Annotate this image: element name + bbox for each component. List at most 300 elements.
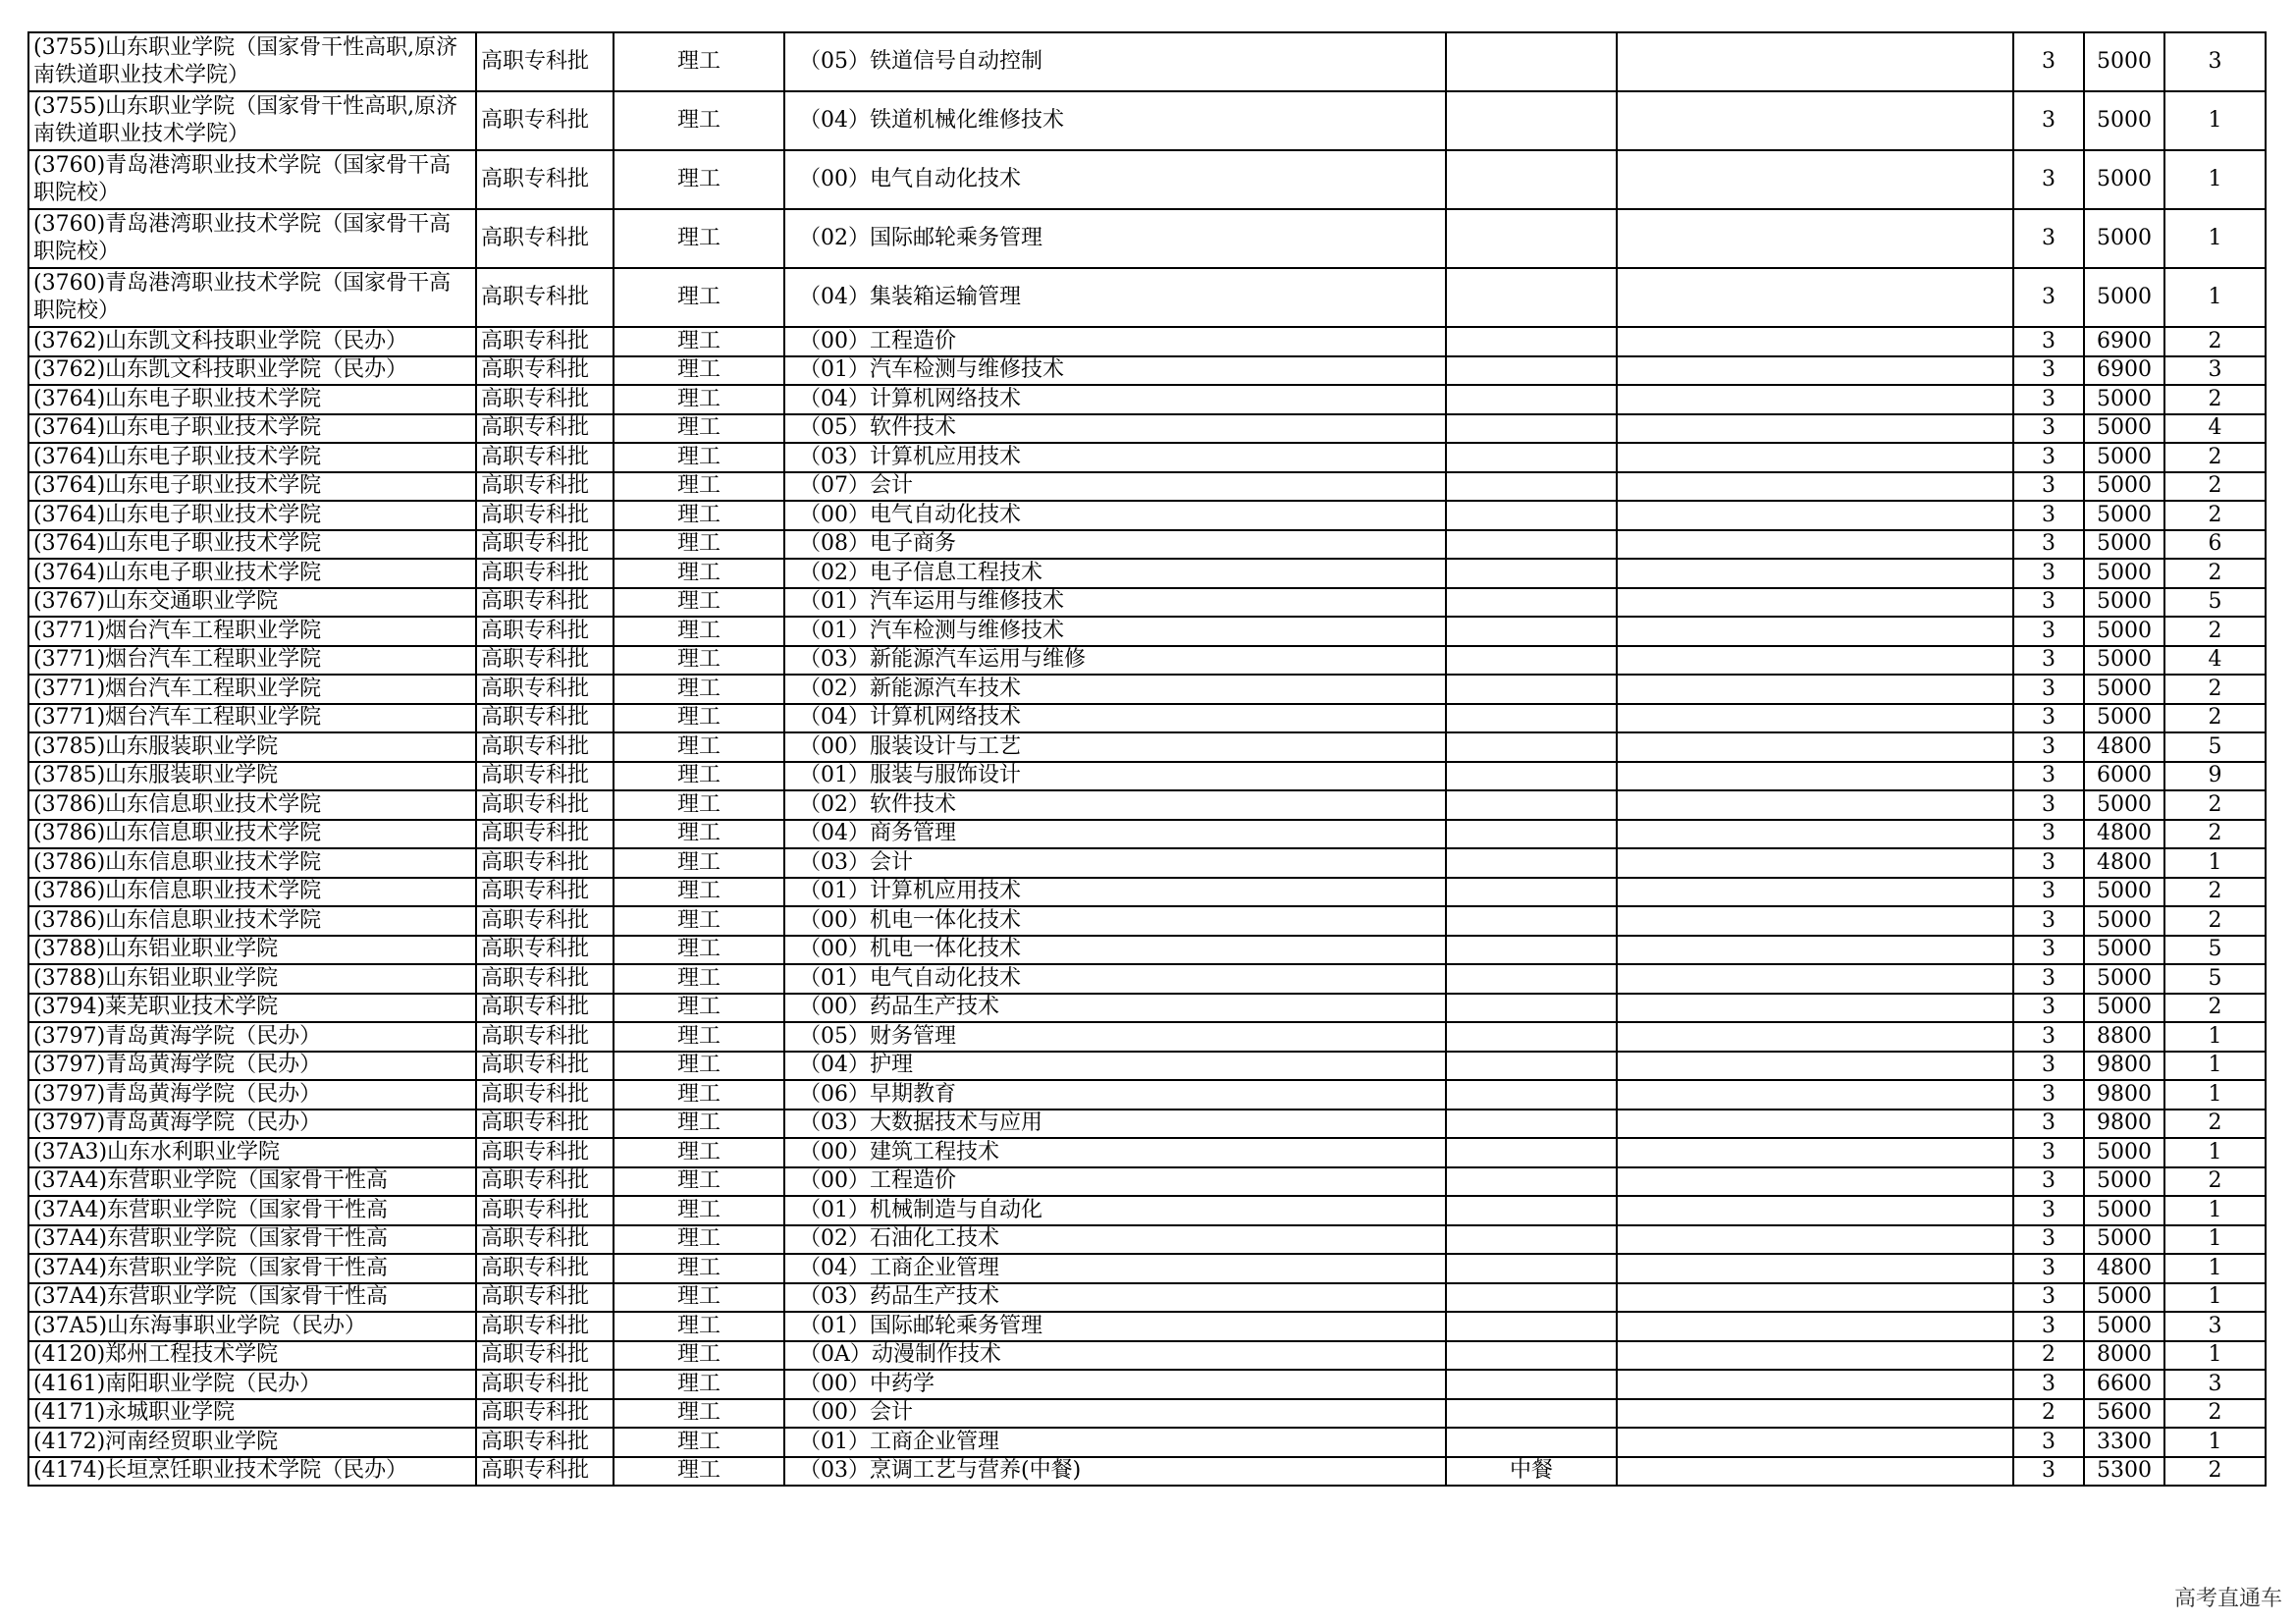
- tuition-cell: 5000: [2084, 1283, 2164, 1313]
- remark-cell: [1617, 675, 2013, 704]
- quota-cell: 2: [2164, 559, 2266, 588]
- years-cell: 3: [2013, 559, 2084, 588]
- quota-cell: 5: [2164, 964, 2266, 994]
- batch-cell: 高职专科批: [476, 675, 614, 704]
- tuition-cell: 3300: [2084, 1428, 2164, 1457]
- note-cell: [1446, 964, 1617, 994]
- school-cell: (3797)青岛黄海学院（民办）: [28, 1080, 476, 1110]
- table-row: [28, 1457, 2266, 1487]
- batch-cell: 高职专科批: [476, 1283, 614, 1313]
- note-cell: [1446, 1254, 1617, 1283]
- school-cell: (4174)长垣烹饪职业技术学院（民办）: [28, 1457, 476, 1487]
- major-cell: （04）护理: [784, 1052, 1446, 1081]
- batch-cell: 高职专科批: [476, 704, 614, 733]
- note-cell: [1446, 936, 1617, 965]
- years-cell: 3: [2013, 762, 2084, 791]
- remark-cell: [1617, 150, 2013, 209]
- tuition-cell: 4800: [2084, 1254, 2164, 1283]
- subject-cell: 理工: [614, 848, 784, 878]
- tuition-cell: 5000: [2084, 501, 2164, 530]
- table-row: [28, 820, 2266, 849]
- batch-cell: 高职专科批: [476, 1080, 614, 1110]
- note-cell: [1446, 1341, 1617, 1371]
- tuition-cell: 5000: [2084, 1312, 2164, 1341]
- years-cell: 3: [2013, 820, 2084, 849]
- school-cell: (3786)山东信息职业技术学院: [28, 790, 476, 820]
- batch-cell: 高职专科批: [476, 820, 614, 849]
- table-row: [28, 1052, 2266, 1081]
- subject-cell: 理工: [614, 1312, 784, 1341]
- quota-cell: 1: [2164, 209, 2266, 268]
- major-cell: （01）机械制造与自动化: [784, 1196, 1446, 1225]
- table-row: [28, 1370, 2266, 1399]
- tuition-cell: 5000: [2084, 936, 2164, 965]
- subject-cell: 理工: [614, 994, 784, 1023]
- remark-cell: [1617, 906, 2013, 936]
- remark-cell: [1617, 1080, 2013, 1110]
- major-cell: （00）电气自动化技术: [784, 501, 1446, 530]
- remark-cell: [1617, 268, 2013, 327]
- note-cell: [1446, 91, 1617, 150]
- quota-cell: 2: [2164, 327, 2266, 356]
- subject-cell: 理工: [614, 1457, 784, 1487]
- years-cell: 3: [2013, 732, 2084, 762]
- remark-cell: [1617, 790, 2013, 820]
- school-cell: (3764)山东电子职业技术学院: [28, 414, 476, 444]
- quota-cell: 1: [2164, 150, 2266, 209]
- school-cell: (4120)郑州工程技术学院: [28, 1341, 476, 1371]
- batch-cell: 高职专科批: [476, 1022, 614, 1052]
- years-cell: 3: [2013, 1428, 2084, 1457]
- remark-cell: [1617, 1399, 2013, 1429]
- tuition-cell: 5000: [2084, 209, 2164, 268]
- note-cell: [1446, 1022, 1617, 1052]
- quota-cell: 2: [2164, 704, 2266, 733]
- batch-cell: 高职专科批: [476, 530, 614, 560]
- remark-cell: [1617, 848, 2013, 878]
- table-row: [28, 848, 2266, 878]
- tuition-cell: 5000: [2084, 1138, 2164, 1167]
- batch-cell: 高职专科批: [476, 762, 614, 791]
- years-cell: 3: [2013, 878, 2084, 907]
- years-cell: 3: [2013, 1312, 2084, 1341]
- remark-cell: [1617, 1022, 2013, 1052]
- note-cell: [1446, 1312, 1617, 1341]
- quota-cell: 3: [2164, 1370, 2266, 1399]
- school-cell: (3786)山东信息职业技术学院: [28, 820, 476, 849]
- quota-cell: 2: [2164, 385, 2266, 414]
- subject-cell: 理工: [614, 732, 784, 762]
- note-cell: [1446, 732, 1617, 762]
- tuition-cell: 5000: [2084, 906, 2164, 936]
- years-cell: 3: [2013, 790, 2084, 820]
- table-row: [28, 1196, 2266, 1225]
- tuition-cell: 5300: [2084, 1457, 2164, 1487]
- remark-cell: [1617, 443, 2013, 472]
- quota-cell: 6: [2164, 530, 2266, 560]
- years-cell: 3: [2013, 906, 2084, 936]
- major-cell: （02）新能源汽车技术: [784, 675, 1446, 704]
- batch-cell: 高职专科批: [476, 994, 614, 1023]
- subject-cell: 理工: [614, 820, 784, 849]
- years-cell: 3: [2013, 501, 2084, 530]
- table-row: [28, 1399, 2266, 1429]
- subject-cell: 理工: [614, 1225, 784, 1255]
- batch-cell: 高职专科批: [476, 1110, 614, 1139]
- batch-cell: 高职专科批: [476, 327, 614, 356]
- tuition-cell: 5000: [2084, 559, 2164, 588]
- subject-cell: 理工: [614, 501, 784, 530]
- note-cell: [1446, 268, 1617, 327]
- school-cell: (3771)烟台汽车工程职业学院: [28, 704, 476, 733]
- note-cell: [1446, 1080, 1617, 1110]
- remark-cell: [1617, 704, 2013, 733]
- tuition-cell: 5000: [2084, 675, 2164, 704]
- major-cell: （02）软件技术: [784, 790, 1446, 820]
- tuition-cell: 5000: [2084, 530, 2164, 560]
- table-row: [28, 1312, 2266, 1341]
- major-cell: （00）工程造价: [784, 1167, 1446, 1197]
- remark-cell: [1617, 1341, 2013, 1371]
- batch-cell: 高职专科批: [476, 209, 614, 268]
- school-cell: (3785)山东服装职业学院: [28, 762, 476, 791]
- subject-cell: 理工: [614, 1080, 784, 1110]
- tuition-cell: 5000: [2084, 472, 2164, 502]
- quota-cell: 9: [2164, 762, 2266, 791]
- subject-cell: 理工: [614, 209, 784, 268]
- quota-cell: 2: [2164, 472, 2266, 502]
- subject-cell: 理工: [614, 1341, 784, 1371]
- quota-cell: 5: [2164, 936, 2266, 965]
- years-cell: 3: [2013, 32, 2084, 91]
- batch-cell: 高职专科批: [476, 32, 614, 91]
- note-cell: [1446, 150, 1617, 209]
- school-cell: (3755)山东职业学院（国家骨干性高职,原济南铁道职业技术学院）: [28, 32, 476, 91]
- table-row: [28, 356, 2266, 386]
- tuition-cell: 5000: [2084, 878, 2164, 907]
- major-cell: （06）早期教育: [784, 1080, 1446, 1110]
- years-cell: 3: [2013, 91, 2084, 150]
- years-cell: 3: [2013, 356, 2084, 386]
- table-row: [28, 209, 2266, 268]
- remark-cell: [1617, 1370, 2013, 1399]
- note-cell: [1446, 588, 1617, 618]
- quota-cell: 4: [2164, 646, 2266, 676]
- tuition-cell: 4800: [2084, 848, 2164, 878]
- years-cell: 3: [2013, 1167, 2084, 1197]
- subject-cell: 理工: [614, 936, 784, 965]
- batch-cell: 高职专科批: [476, 1052, 614, 1081]
- school-cell: (3786)山东信息职业技术学院: [28, 878, 476, 907]
- years-cell: 3: [2013, 848, 2084, 878]
- batch-cell: 高职专科批: [476, 1196, 614, 1225]
- tuition-cell: 5000: [2084, 588, 2164, 618]
- years-cell: 3: [2013, 414, 2084, 444]
- subject-cell: 理工: [614, 32, 784, 91]
- table-row: [28, 878, 2266, 907]
- table-row: [28, 559, 2266, 588]
- school-cell: (4172)河南经贸职业学院: [28, 1428, 476, 1457]
- subject-cell: 理工: [614, 1167, 784, 1197]
- table-row: [28, 704, 2266, 733]
- major-cell: （00）药品生产技术: [784, 994, 1446, 1023]
- subject-cell: 理工: [614, 617, 784, 646]
- remark-cell: [1617, 1196, 2013, 1225]
- note-cell: [1446, 848, 1617, 878]
- major-cell: （04）铁道机械化维修技术: [784, 91, 1446, 150]
- batch-cell: 高职专科批: [476, 414, 614, 444]
- subject-cell: 理工: [614, 385, 784, 414]
- note-cell: [1446, 356, 1617, 386]
- major-cell: （01）电气自动化技术: [784, 964, 1446, 994]
- note-cell: [1446, 414, 1617, 444]
- quota-cell: 1: [2164, 1428, 2266, 1457]
- quota-cell: 2: [2164, 675, 2266, 704]
- major-cell: （02）国际邮轮乘务管理: [784, 209, 1446, 268]
- table-row: [28, 732, 2266, 762]
- subject-cell: 理工: [614, 472, 784, 502]
- subject-cell: 理工: [614, 1110, 784, 1139]
- major-cell: （03）大数据技术与应用: [784, 1110, 1446, 1139]
- table-row: [28, 790, 2266, 820]
- major-cell: （00）建筑工程技术: [784, 1138, 1446, 1167]
- school-cell: (3764)山东电子职业技术学院: [28, 385, 476, 414]
- table-row: [28, 385, 2266, 414]
- school-cell: (37A5)山东海事职业学院（民办）: [28, 1312, 476, 1341]
- school-cell: (3764)山东电子职业技术学院: [28, 559, 476, 588]
- table-row: [28, 1138, 2266, 1167]
- tuition-cell: 5600: [2084, 1399, 2164, 1429]
- years-cell: 3: [2013, 1370, 2084, 1399]
- table-row: [28, 646, 2266, 676]
- remark-cell: [1617, 1225, 2013, 1255]
- major-cell: （01）汽车运用与维修技术: [784, 588, 1446, 618]
- quota-cell: 1: [2164, 1022, 2266, 1052]
- years-cell: 3: [2013, 327, 2084, 356]
- remark-cell: [1617, 501, 2013, 530]
- years-cell: 3: [2013, 1457, 2084, 1487]
- remark-cell: [1617, 1428, 2013, 1457]
- tuition-cell: 8800: [2084, 1022, 2164, 1052]
- tuition-cell: 5000: [2084, 964, 2164, 994]
- major-cell: （00）中药学: [784, 1370, 1446, 1399]
- tuition-cell: 5000: [2084, 994, 2164, 1023]
- batch-cell: 高职专科批: [476, 1428, 614, 1457]
- batch-cell: 高职专科批: [476, 1457, 614, 1487]
- remark-cell: [1617, 530, 2013, 560]
- years-cell: 3: [2013, 704, 2084, 733]
- years-cell: 3: [2013, 209, 2084, 268]
- years-cell: 3: [2013, 1283, 2084, 1313]
- school-cell: (3755)山东职业学院（国家骨干性高职,原济南铁道职业技术学院）: [28, 91, 476, 150]
- years-cell: 3: [2013, 530, 2084, 560]
- tuition-cell: 5000: [2084, 414, 2164, 444]
- batch-cell: 高职专科批: [476, 732, 614, 762]
- quota-cell: 5: [2164, 588, 2266, 618]
- table-row: [28, 1428, 2266, 1457]
- quota-cell: 1: [2164, 1052, 2266, 1081]
- tuition-cell: 5000: [2084, 32, 2164, 91]
- major-cell: （05）铁道信号自动控制: [784, 32, 1446, 91]
- quota-cell: 3: [2164, 32, 2266, 91]
- note-cell: [1446, 1370, 1617, 1399]
- batch-cell: 高职专科批: [476, 501, 614, 530]
- major-cell: （03）烹调工艺与营养(中餐): [784, 1457, 1446, 1487]
- quota-cell: 1: [2164, 1196, 2266, 1225]
- major-cell: （04）商务管理: [784, 820, 1446, 849]
- years-cell: 3: [2013, 675, 2084, 704]
- remark-cell: [1617, 878, 2013, 907]
- quota-cell: 2: [2164, 1110, 2266, 1139]
- batch-cell: 高职专科批: [476, 906, 614, 936]
- table-row: [28, 1254, 2266, 1283]
- major-cell: （00）服装设计与工艺: [784, 732, 1446, 762]
- school-cell: (3764)山东电子职业技术学院: [28, 472, 476, 502]
- school-cell: (37A4)东营职业学院（国家骨干性高: [28, 1254, 476, 1283]
- table-row: [28, 1225, 2266, 1255]
- subject-cell: 理工: [614, 327, 784, 356]
- major-cell: （04）计算机网络技术: [784, 704, 1446, 733]
- major-cell: （00）机电一体化技术: [784, 936, 1446, 965]
- batch-cell: 高职专科批: [476, 1254, 614, 1283]
- note-cell: [1446, 32, 1617, 91]
- major-cell: （01）汽车检测与维修技术: [784, 617, 1446, 646]
- years-cell: 3: [2013, 994, 2084, 1023]
- batch-cell: 高职专科批: [476, 472, 614, 502]
- years-cell: 3: [2013, 1225, 2084, 1255]
- table-row: [28, 530, 2266, 560]
- remark-cell: [1617, 1052, 2013, 1081]
- tuition-cell: 5000: [2084, 646, 2164, 676]
- years-cell: 3: [2013, 1052, 2084, 1081]
- school-cell: (3771)烟台汽车工程职业学院: [28, 675, 476, 704]
- tuition-cell: 6600: [2084, 1370, 2164, 1399]
- tuition-cell: 6900: [2084, 356, 2164, 386]
- batch-cell: 高职专科批: [476, 1399, 614, 1429]
- subject-cell: 理工: [614, 1052, 784, 1081]
- batch-cell: 高职专科批: [476, 1370, 614, 1399]
- remark-cell: [1617, 762, 2013, 791]
- major-cell: （04）集装箱运输管理: [784, 268, 1446, 327]
- subject-cell: 理工: [614, 878, 784, 907]
- remark-cell: [1617, 1254, 2013, 1283]
- table-row: [28, 1283, 2266, 1313]
- quota-cell: 2: [2164, 1399, 2266, 1429]
- batch-cell: 高职专科批: [476, 1167, 614, 1197]
- watermark: 高考直通车: [2173, 1587, 2282, 1611]
- quota-cell: 1: [2164, 1138, 2266, 1167]
- school-cell: (3794)莱芜职业技术学院: [28, 994, 476, 1023]
- major-cell: （00）机电一体化技术: [784, 906, 1446, 936]
- major-cell: （04）计算机网络技术: [784, 385, 1446, 414]
- tuition-cell: 5000: [2084, 704, 2164, 733]
- remark-cell: [1617, 994, 2013, 1023]
- table-row: [28, 964, 2266, 994]
- major-cell: （01）计算机应用技术: [784, 878, 1446, 907]
- major-cell: （0A）动漫制作技术: [784, 1341, 1446, 1371]
- batch-cell: 高职专科批: [476, 385, 614, 414]
- subject-cell: 理工: [614, 1196, 784, 1225]
- school-cell: (37A4)东营职业学院（国家骨干性高: [28, 1196, 476, 1225]
- major-cell: （04）工商企业管理: [784, 1254, 1446, 1283]
- table-row: [28, 1080, 2266, 1110]
- school-cell: (3797)青岛黄海学院（民办）: [28, 1110, 476, 1139]
- major-cell: （01）服装与服饰设计: [784, 762, 1446, 791]
- quota-cell: 5: [2164, 732, 2266, 762]
- note-cell: 中餐: [1446, 1457, 1617, 1487]
- table-row: [28, 32, 2266, 91]
- note-cell: [1446, 675, 1617, 704]
- tuition-cell: 5000: [2084, 1167, 2164, 1197]
- subject-cell: 理工: [614, 1399, 784, 1429]
- quota-cell: 1: [2164, 1341, 2266, 1371]
- tuition-cell: 5000: [2084, 91, 2164, 150]
- school-cell: (4161)南阳职业学院（民办）: [28, 1370, 476, 1399]
- tuition-cell: 4800: [2084, 820, 2164, 849]
- note-cell: [1446, 1196, 1617, 1225]
- batch-cell: 高职专科批: [476, 91, 614, 150]
- subject-cell: 理工: [614, 150, 784, 209]
- subject-cell: 理工: [614, 646, 784, 676]
- batch-cell: 高职专科批: [476, 848, 614, 878]
- batch-cell: 高职专科批: [476, 588, 614, 618]
- remark-cell: [1617, 646, 2013, 676]
- years-cell: 3: [2013, 646, 2084, 676]
- subject-cell: 理工: [614, 91, 784, 150]
- school-cell: (3786)山东信息职业技术学院: [28, 848, 476, 878]
- school-cell: (37A4)东营职业学院（国家骨干性高: [28, 1225, 476, 1255]
- quota-cell: 1: [2164, 1080, 2266, 1110]
- subject-cell: 理工: [614, 588, 784, 618]
- subject-cell: 理工: [614, 1138, 784, 1167]
- subject-cell: 理工: [614, 1428, 784, 1457]
- school-cell: (3771)烟台汽车工程职业学院: [28, 646, 476, 676]
- years-cell: 3: [2013, 1080, 2084, 1110]
- major-cell: （02）石油化工技术: [784, 1225, 1446, 1255]
- batch-cell: 高职专科批: [476, 1138, 614, 1167]
- tuition-cell: 6900: [2084, 327, 2164, 356]
- school-cell: (3760)青岛港湾职业技术学院（国家骨干高职院校）: [28, 209, 476, 268]
- tuition-cell: 5000: [2084, 1196, 2164, 1225]
- tuition-cell: 5000: [2084, 790, 2164, 820]
- quota-cell: 2: [2164, 878, 2266, 907]
- school-cell: (37A3)山东水利职业学院: [28, 1138, 476, 1167]
- subject-cell: 理工: [614, 1283, 784, 1313]
- table-row: [28, 588, 2266, 618]
- school-cell: (3764)山东电子职业技术学院: [28, 501, 476, 530]
- remark-cell: [1617, 414, 2013, 444]
- school-cell: (4171)永城职业学院: [28, 1399, 476, 1429]
- quota-cell: 3: [2164, 1312, 2266, 1341]
- table-body: [28, 32, 2266, 1486]
- years-cell: 3: [2013, 385, 2084, 414]
- note-cell: [1446, 443, 1617, 472]
- quota-cell: 1: [2164, 91, 2266, 150]
- tuition-cell: 5000: [2084, 443, 2164, 472]
- note-cell: [1446, 906, 1617, 936]
- quota-cell: 2: [2164, 906, 2266, 936]
- note-cell: [1446, 559, 1617, 588]
- major-cell: （01）工商企业管理: [784, 1428, 1446, 1457]
- remark-cell: [1617, 1110, 2013, 1139]
- batch-cell: 高职专科批: [476, 443, 614, 472]
- batch-cell: 高职专科批: [476, 1312, 614, 1341]
- years-cell: 3: [2013, 617, 2084, 646]
- table-row: [28, 501, 2266, 530]
- batch-cell: 高职专科批: [476, 1341, 614, 1371]
- batch-cell: 高职专科批: [476, 964, 614, 994]
- subject-cell: 理工: [614, 906, 784, 936]
